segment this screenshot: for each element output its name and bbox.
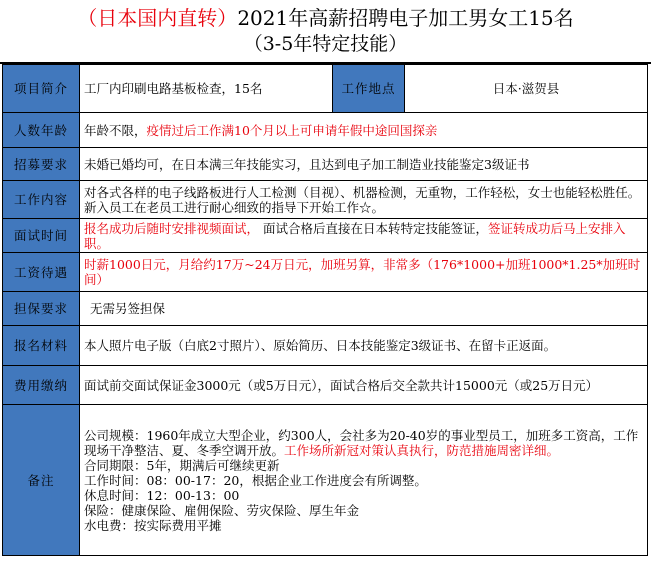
notes-rest: 休息时间：12：00-13：00 — [84, 487, 240, 503]
value-notes — [80, 405, 648, 556]
value-location: 日本·滋贺县 — [405, 65, 648, 113]
value-guarantee: 无需另签担保 — [80, 292, 648, 326]
value-work: 对各式各样的电子线路板进行人工检测（目视）、机器检测，无重物，工作轻松，女士也能轻松胜任。新入员工在老员工进行耐心细致的指导下开始工作☆。 — [80, 181, 648, 219]
value-age — [80, 113, 648, 148]
label-location: 工作地点 — [333, 65, 405, 113]
interview-black: 面试合格后直接在日本转特定技能签证， — [259, 220, 488, 236]
label-interview: 面试时间 — [3, 219, 80, 253]
label-work: 工作内容 — [3, 181, 80, 219]
row-guarantee — [3, 292, 648, 326]
page-title — [0, 6, 651, 30]
notes-contract: 合同期限：5年，期满后可继续更新 — [84, 457, 280, 473]
value-interview — [80, 219, 648, 253]
title-black-part: 2021年高薪招聘电子加工男女工15名 — [237, 6, 574, 30]
title-red-part: （日本国内直转） — [77, 6, 238, 30]
label-documents: 报名材料 — [3, 326, 80, 366]
row-documents — [3, 326, 648, 366]
notes-company-text: 公司规模：1960年成立大型企业，约300人，会社多为20-40岁的事业型员工，加班多工资高，工作现场干净整洁、夏、冬季空调开放。 — [84, 427, 639, 458]
notes-covid-measures: 工作场所新冠对策认真执行，防范措施周密详细。 — [284, 442, 560, 458]
interview-red-2: 签证转成功后马上安排入职。 — [84, 220, 626, 251]
row-age — [3, 113, 648, 148]
label-requirement: 招募要求 — [3, 148, 80, 181]
label-age: 人数年龄 — [3, 113, 80, 148]
notes-insurance: 保险：健康保险、雇佣保险、劳灾保险、厚生年金 — [84, 502, 360, 518]
age-text: 年龄不限， — [84, 122, 147, 138]
age-note: 疫情过后工作满10个月以上可申请年假中途回国探亲 — [146, 122, 438, 138]
row-project — [3, 65, 648, 113]
page-subtitle: （3-5年特定技能） — [243, 33, 408, 55]
label-project: 项目简介 — [3, 65, 80, 113]
notes-company — [84, 428, 643, 458]
notes-utilities: 水电费：按实际费用平摊 — [84, 517, 222, 533]
label-salary: 工资待遇 — [3, 253, 80, 292]
row-fee — [3, 366, 648, 405]
label-notes: 备注 — [3, 405, 80, 556]
value-fee: 面试前交面试保证金3000元（或5万日元），面试合格后交全款共计15000元（或25万日元） — [80, 366, 648, 405]
row-interview — [3, 219, 648, 253]
notes-hours: 工作时间：08：00-17：20，根据企业工作进度会有所调整。 — [84, 472, 427, 488]
info-table — [2, 64, 648, 556]
value-requirement: 未婚已婚均可，在日本满三年技能实习，且达到电子加工制造业技能鉴定3级证书 — [80, 148, 648, 181]
interview-red-1: 报名成功后随时安排视频面试， — [84, 220, 260, 236]
label-fee: 费用缴纳 — [3, 366, 80, 405]
label-guarantee: 担保要求 — [3, 292, 80, 326]
row-work — [3, 181, 648, 219]
row-notes — [3, 405, 648, 556]
value-salary: 时薪1000日元，月给约17万~24万日元，加班另算，非常多（176*1000+加班1000*1.25*加班时间） — [80, 253, 648, 292]
title-area — [0, 0, 651, 60]
row-requirement — [3, 148, 648, 181]
value-documents: 本人照片电子版（白底2寸照片）、原始简历、日本技能鉴定3级证书、在留卡正返面。 — [80, 326, 648, 366]
value-project: 工厂内印刷电路基板检查，15名 — [80, 65, 333, 113]
row-salary — [3, 253, 648, 292]
